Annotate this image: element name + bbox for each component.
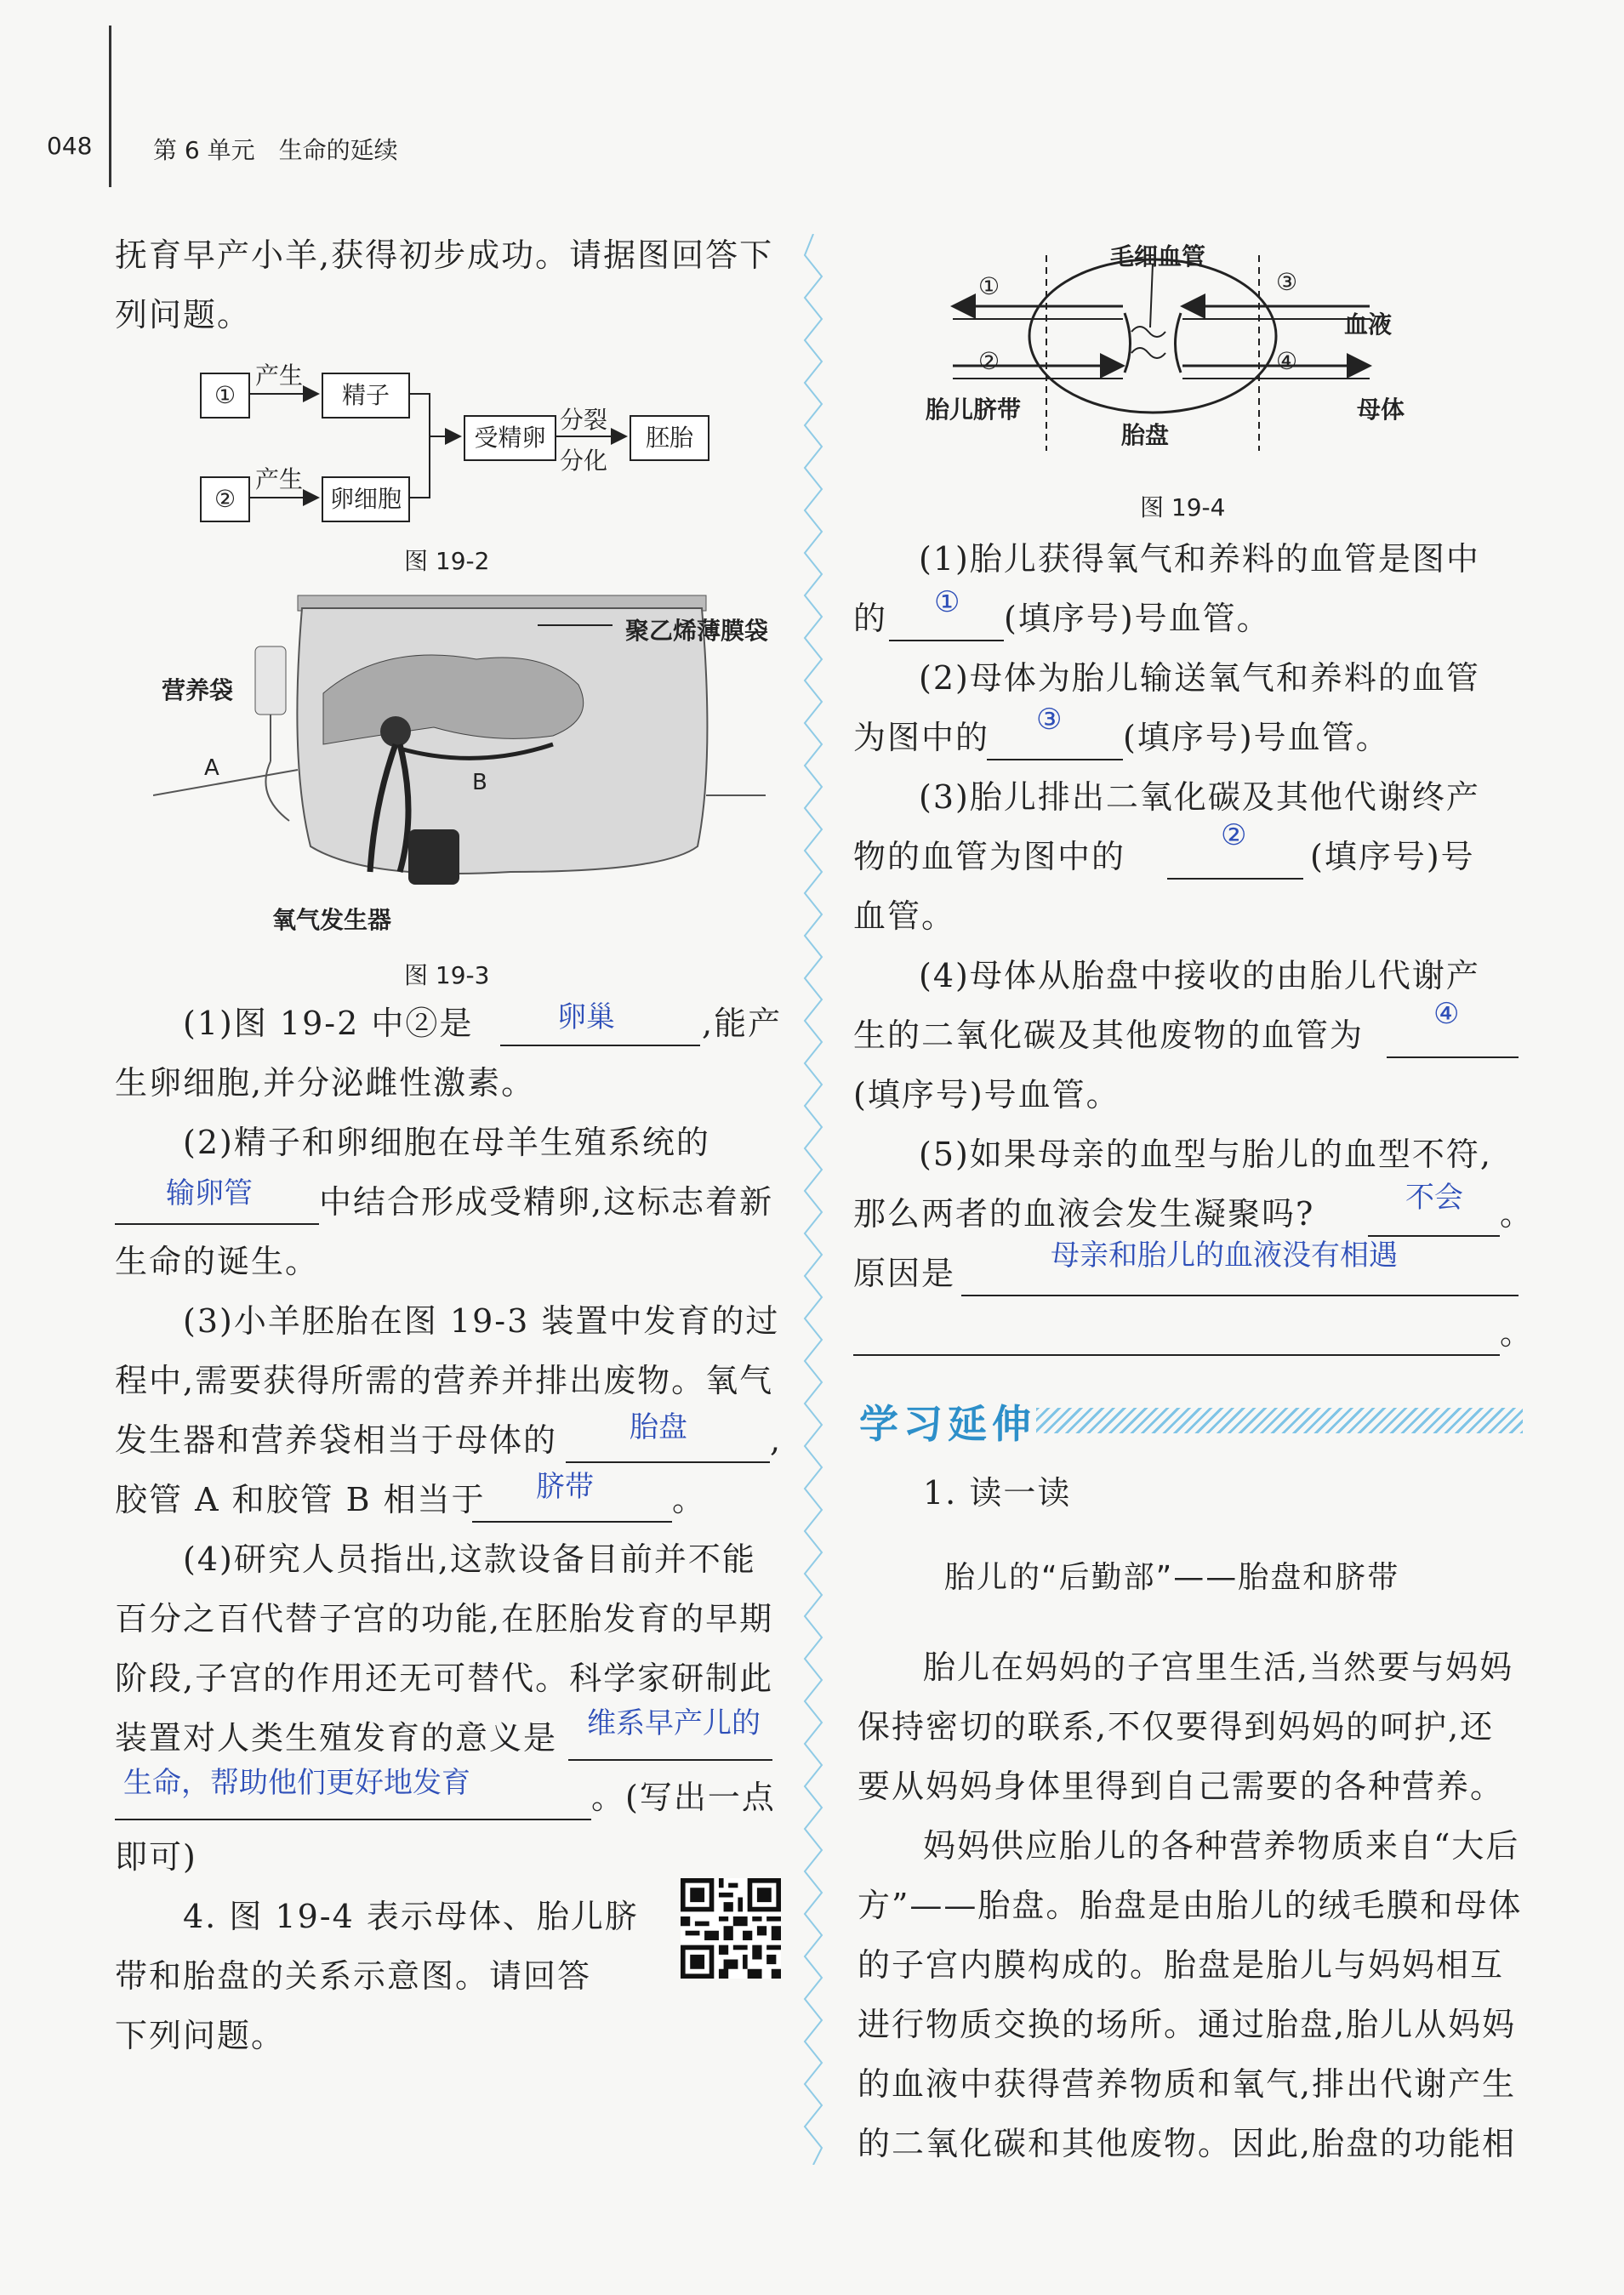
right-q5-line4-suffix: 。 <box>1500 1314 1535 1352</box>
unit-title: 第 6 单元 生命的延续 <box>153 136 398 164</box>
fig3-bag-label: 聚乙烯薄膜袋 <box>625 617 769 645</box>
fig4-n2: ② <box>978 347 1000 375</box>
right-q2-line2-suffix: (填序号)号血管。 <box>1123 719 1390 756</box>
fig4-placenta-label: 胎盘 <box>1121 421 1170 449</box>
left-q3-blank-2 <box>472 1521 672 1523</box>
left-q1-prefix: (1)图 19-2 中②是 <box>183 1005 474 1042</box>
left-q4-line4: 装置对人类生殖发育的意义是 <box>115 1719 558 1757</box>
left-q4-line6: 即可) <box>115 1838 197 1876</box>
left-q1-suffix: ,能产 <box>702 1005 783 1042</box>
fig2-sperm: 精子 <box>322 373 410 419</box>
fig4-n1: ① <box>978 272 1000 300</box>
fig2-fertilized-egg: 受精卵 <box>464 415 556 461</box>
article-line-9: 的二氧化碳和其他废物。因此,胎盘的功能相 <box>858 2125 1517 2162</box>
intro-line-2: 列问题。 <box>115 296 252 333</box>
fig2-produce-label-1: 产生 <box>255 362 304 390</box>
left-q3-line4-suffix: 。 <box>672 1481 707 1518</box>
fig4-n3: ③ <box>1276 268 1298 296</box>
right-q2-line2-prefix: 为图中的 <box>853 719 990 756</box>
right-q4-line3: (填序号)号血管。 <box>853 1076 1120 1113</box>
right-q5-line2-prefix: 那么两者的血液会发生凝聚吗? <box>853 1195 1315 1233</box>
left-q2-line3: 生命的诞生。 <box>115 1243 320 1280</box>
right-q3-line2-prefix: 物的血管为图中的 <box>853 838 1126 875</box>
fig3-tube-a: A <box>204 755 219 781</box>
fig4-umbilical-label: 胎儿脐带 <box>926 396 1022 424</box>
right-q1-blank <box>889 640 1004 641</box>
left-q4-line2: 百分之百代替子宫的功能,在胚胎发育的早期 <box>115 1600 774 1637</box>
left-q4-blank-1 <box>568 1759 772 1761</box>
article-line-1: 胎儿在妈妈的子宫里生活,当然要与妈妈 <box>923 1649 1514 1686</box>
right-q2-line1: (2)母体为胎儿输送氧气和养料的血管 <box>919 659 1480 697</box>
fig3-nutrient-label: 营养袋 <box>162 676 234 704</box>
left-q2-line2: 中结合形成受精卵,这标志着新 <box>319 1183 774 1221</box>
left-q3-line3-suffix: , <box>770 1421 783 1459</box>
left-q4-answer-2: 生命，帮助他们更好地发育 <box>123 1766 470 1800</box>
article-line-5: 方”——胎盘。胎盘是由胎儿的绒毛膜和母体 <box>858 1887 1523 1924</box>
fig2-caption: 图 19-2 <box>404 547 490 575</box>
right-q5-line1: (5)如果母亲的血型与胎儿的血型不符, <box>919 1136 1492 1173</box>
fig3-caption: 图 19-3 <box>404 961 490 989</box>
left-q3-answer-2: 脐带 <box>536 1470 594 1504</box>
right-q5-blank-2 <box>961 1295 1519 1296</box>
fig2-box-2: ② <box>200 476 250 522</box>
q4-intro-line3: 下列问题。 <box>115 2017 286 2054</box>
right-q1-line2-prefix: 的 <box>853 600 888 637</box>
fig2-divide-label: 分裂 <box>560 406 608 434</box>
right-q3-line3: 血管。 <box>853 897 956 935</box>
fig2-egg: 卵细胞 <box>322 476 410 522</box>
left-q4-answer-1: 维系早产儿的 <box>587 1706 761 1740</box>
left-q3-line1: (3)小羊胚胎在图 19-3 装置中发育的过 <box>183 1302 780 1340</box>
section-title: 学习延伸 <box>859 1401 1036 1447</box>
fig2-produce-label-2: 产生 <box>255 465 304 493</box>
article-line-8: 的血液中获得营养物质和氧气,排出代谢产生 <box>858 2065 1517 2103</box>
fig4-capillary-label: 毛细血管 <box>1110 242 1206 271</box>
right-q5-answer-1: 不会 <box>1405 1181 1463 1215</box>
right-q5-line2-suffix: 。 <box>1500 1195 1535 1233</box>
left-q1-blank <box>500 1045 700 1046</box>
article-line-3: 要从妈妈身体里得到自己需要的各种营养。 <box>858 1768 1505 1805</box>
fig3-oxygen-label: 氧气发生器 <box>272 906 392 934</box>
right-q1-answer: ① <box>934 585 960 619</box>
q4-intro-line1: 4. 图 19-4 表示母体、胎儿脐 <box>183 1898 639 1935</box>
right-q4-line2-prefix: 生的二氧化碳及其他废物的血管为 <box>853 1017 1365 1054</box>
intro-line-1: 抚育早产小羊,获得初步成功。请据图回答下 <box>115 236 774 274</box>
right-q2-blank <box>987 759 1123 760</box>
right-q1-line1: (1)胎儿获得氧气和养料的血管是图中 <box>919 540 1480 578</box>
left-q4-line3: 阶段,子宫的作用还无可替代。科学家研制此 <box>115 1660 774 1697</box>
left-q2-blank <box>115 1223 319 1225</box>
fig2-arrows <box>0 0 808 595</box>
fig4-mother-label: 母体 <box>1357 396 1405 424</box>
left-q3-answer-1: 胎盘 <box>630 1410 687 1444</box>
left-q3-line4: 胶管 A 和胶管 B 相当于 <box>115 1481 486 1518</box>
left-q4-line1: (4)研究人员指出,这款设备目前并不能 <box>183 1540 756 1578</box>
left-q3-line3: 发生器和营养袋相当于母体的 <box>115 1421 558 1459</box>
left-q1-line2: 生卵细胞,并分泌雌性激素。 <box>115 1064 536 1102</box>
right-q4-answer: ④ <box>1433 997 1460 1031</box>
fig3-tube-b: B <box>472 770 487 795</box>
left-q4-line5: 。(写出一点 <box>591 1779 776 1816</box>
article-line-2: 保持密切的联系,不仅要得到妈妈的呵护,还 <box>858 1708 1495 1745</box>
read-heading: 1. 读一读 <box>923 1474 1072 1512</box>
fig4-blood-label: 血液 <box>1344 310 1393 339</box>
right-q2-answer: ③ <box>1036 703 1063 737</box>
fig4-caption: 图 19-4 <box>1140 493 1226 521</box>
right-q3-answer: ② <box>1221 818 1247 852</box>
left-q1-answer: 卵巢 <box>557 1000 615 1034</box>
right-q3-blank <box>1167 878 1303 880</box>
right-q3-line1: (3)胎儿排出二氧化碳及其他代谢终产 <box>919 778 1480 816</box>
right-q1-line2-suffix: (填序号)号血管。 <box>1004 600 1271 637</box>
fig2-differentiate-label: 分化 <box>560 447 608 475</box>
left-q4-blank-2 <box>115 1819 591 1820</box>
qr-code[interactable] <box>681 1878 781 1979</box>
right-q4-blank <box>1387 1056 1519 1058</box>
right-q4-line1: (4)母体从胎盘中接收的由胎儿代谢产 <box>919 957 1480 994</box>
article-line-4: 妈妈供应胎儿的各种营养物质来自“大后 <box>923 1827 1520 1865</box>
fig4-n4: ④ <box>1276 347 1298 375</box>
article-line-6: 的子宫内膜构成的。胎盘是胎儿与妈妈相互 <box>858 1946 1505 1984</box>
left-q3-blank-1 <box>566 1461 770 1463</box>
article-title: 胎儿的“后勤部”——胎盘和脐带 <box>944 1560 1400 1595</box>
fig4-diagram <box>927 238 1523 468</box>
left-q2-answer: 输卵管 <box>166 1176 253 1210</box>
q4-intro-line2: 带和胎盘的关系示意图。请回答 <box>115 1957 592 1995</box>
right-q3-line2-suffix: (填序号)号 <box>1310 838 1475 875</box>
page-number: 048 <box>47 132 93 160</box>
right-q5-answer-2: 母亲和胎儿的血液没有相遇 <box>1051 1239 1398 1273</box>
right-q5-line3-prefix: 原因是 <box>853 1255 956 1292</box>
fig2-box-1: ① <box>200 373 250 419</box>
fig2-embryo: 胚胎 <box>630 415 709 461</box>
left-q2-line1: (2)精子和卵细胞在母羊生殖系统的 <box>183 1124 710 1161</box>
section-title-hatch <box>1036 1408 1523 1433</box>
left-q3-line2: 程中,需要获得所需的营养并排出废物。氧气 <box>115 1362 774 1399</box>
right-q5-blank-3 <box>853 1354 1500 1356</box>
article-line-7: 进行物质交换的场所。通过胎盘,胎儿从妈妈 <box>858 2006 1517 2043</box>
